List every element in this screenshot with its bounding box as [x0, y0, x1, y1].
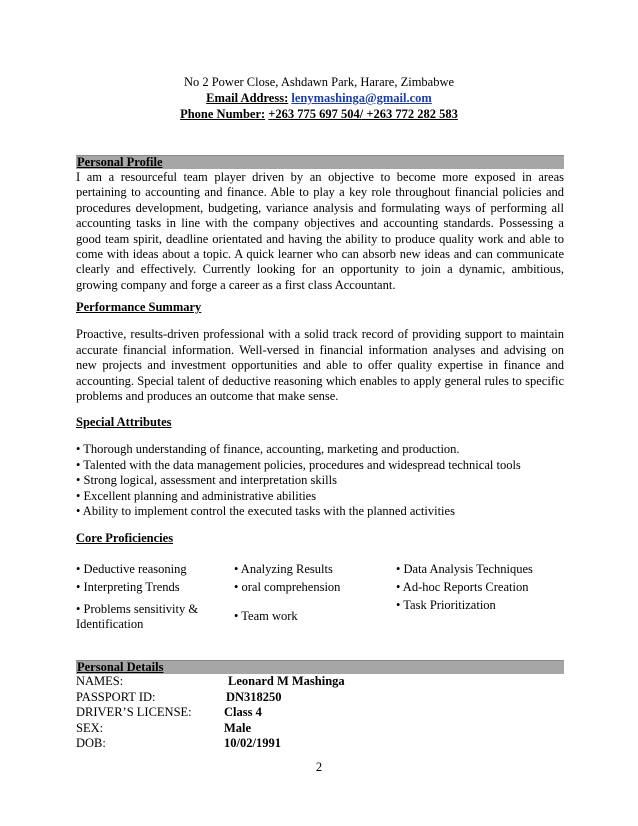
personal-details-section [76, 660, 564, 752]
special-attributes-heading: Special Attributes [76, 415, 172, 429]
proficiency-item: • oral comprehension [234, 580, 341, 594]
proficiency-item: • Problems sensitivity & [76, 602, 199, 616]
attribute-item: • Excellent planning and administrative abilities [76, 488, 317, 503]
performance-summary-text: Proactive, results-driven professional with a solid track record of providing support to maintain accurate financial information. Well-versed in financial information analyses and advising on new projects and investment opportunities and able to offer quality expertise in finance and accounting. Special talent of deductive reasoning which enables to apply general rules to specific problems and produces an outcome that make sense. [76, 327, 564, 404]
proficiency-item: • Analyzing Results [234, 562, 333, 576]
details-key: PASSPORT ID: [76, 689, 156, 704]
proficiency-item: • Data Analysis Techniques [396, 562, 533, 576]
details-key: SEX: [76, 720, 104, 735]
phone-value: +263 775 697 504/ +263 772 282 583 [268, 107, 458, 121]
personal-profile-section [76, 155, 564, 293]
details-value: 10/02/1991 [224, 736, 281, 750]
proficiency-item-continued: Identification [76, 617, 144, 631]
attribute-item: • Ability to implement control the executed tasks with the planned activities [76, 504, 455, 519]
details-value: Leonard M Mashinga [228, 674, 345, 688]
personal-details-heading: Personal Details [76, 660, 564, 674]
proficiency-item: • Ad-hoc Reports Creation [396, 580, 529, 594]
proficiency-item: • Deductive reasoning [76, 562, 187, 576]
attribute-item: • Talented with the data management policies, procedures and widespread technical tools [76, 457, 521, 472]
performance-summary-heading: Performance Summary [76, 300, 202, 314]
phone-label: Phone Number: [180, 107, 266, 121]
phone-line [0, 106, 638, 122]
proficiency-item: • Task Prioritization [396, 598, 496, 612]
details-key: NAMES: [76, 674, 124, 688]
special-attributes-list [76, 442, 564, 519]
contact-header [0, 74, 638, 122]
page-number: 2 [315, 760, 323, 774]
details-key: DOB: [76, 736, 106, 750]
performance-summary-section [76, 300, 564, 404]
email-link[interactable]: lenymashinga@gmail.com [291, 91, 432, 105]
personal-profile-text: I am a resourceful team player driven by an objective to become more exposed in areas pertaining to accounting and finance. Able to play a key role throughout financial policies and procedures development, budgeting, variance analysis and formulating ways of performing all accounting tasks in line with the company objectives and accounting standards. Possessing a good team spirit, deadline orientated and having the ability to produce quality work and able to come with ideas about a topic. A quick learner who can absorb new ideas and can communicate clearly and effectively. Currently looking for an opportunity to join a dynamic, ambitious, growing company and forge a career as a first class Accountant. [76, 170, 564, 292]
address-line: No 2 Power Close, Ashdawn Park, Harare, Zimbabwe [183, 75, 455, 89]
email-label: Email Address: [206, 91, 289, 105]
details-value: Class 4 [224, 705, 262, 719]
special-attributes-section [76, 415, 564, 519]
details-key: DRIVER’S LICENSE: [76, 705, 192, 719]
proficiency-item: • Interpreting Trends [76, 580, 180, 594]
email-line [0, 90, 638, 106]
details-row-license [76, 705, 564, 721]
attribute-item: • Strong logical, assessment and interpretation skills [76, 473, 337, 488]
core-proficiencies-grid [76, 562, 566, 632]
core-proficiencies-heading: Core Proficiencies [76, 531, 174, 545]
details-value: DN318250 [226, 689, 282, 704]
details-row-dob [76, 736, 564, 752]
details-row-sex [76, 721, 564, 737]
core-proficiencies-heading-wrap [76, 531, 564, 546]
attribute-item: • Thorough understanding of finance, accounting, marketing and production. [76, 442, 460, 457]
proficiency-item: • Team work [234, 609, 298, 623]
details-row-names [76, 674, 564, 690]
details-value: Male [224, 720, 252, 735]
details-row-passport [76, 690, 564, 706]
personal-profile-heading: Personal Profile [76, 155, 564, 169]
